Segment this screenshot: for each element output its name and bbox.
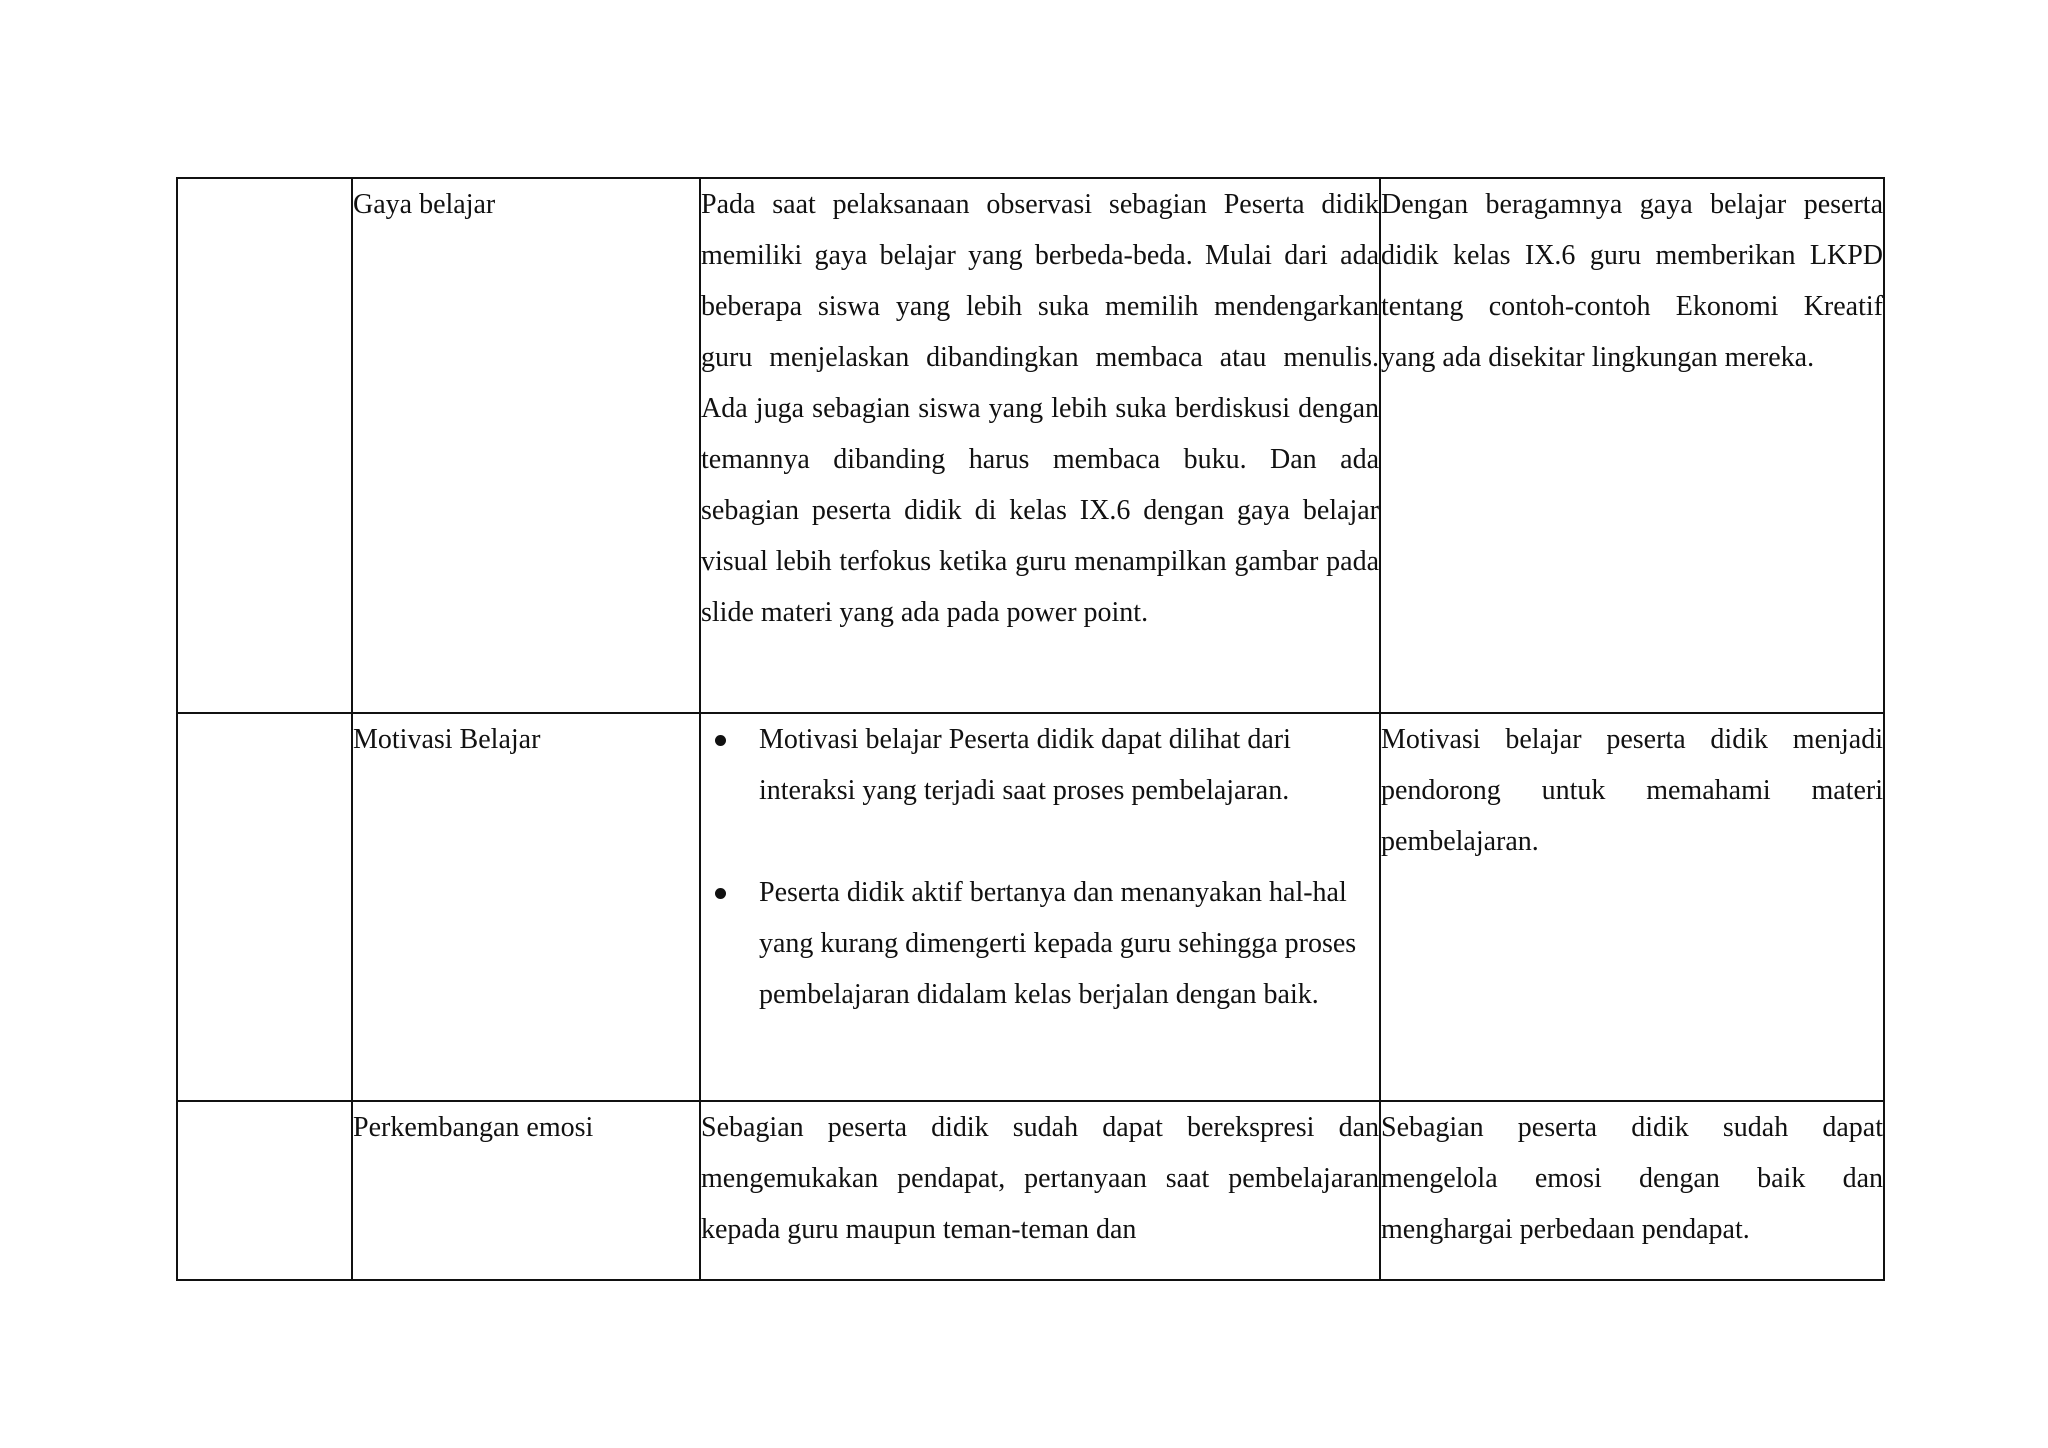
observation-bullet-list [701, 714, 1379, 1020]
aspect-cell: Perkembangan emosi [352, 1101, 700, 1280]
aspect-cell: Gaya belajar [352, 178, 700, 713]
table-row [177, 1101, 1884, 1280]
implication-cell: Dengan beragamnya gaya belajar peserta didik kelas IX.6 guru memberikan LKPD tentang contoh-contoh Ekonomi Kreatif yang ada disekitar lingkungan mereka. [1380, 178, 1884, 713]
bullet-text: Peserta didik aktif bertanya dan menanyakan hal-hal yang kurang dimengerti kepada guru sehingga proses pembelajaran didalam kelas berjalan dengan baik. [759, 877, 1357, 1010]
observation-table [176, 177, 1885, 1281]
observation-cell [700, 713, 1380, 1101]
row-number-cell [177, 1101, 352, 1280]
bullet-icon [715, 888, 726, 899]
list-item [713, 867, 1371, 1020]
table-row [177, 713, 1884, 1101]
observation-cell: Sebagian peserta didik sudah dapat berekspresi dan mengemukakan pendapat, pertanyaan saat pembelajaran kepada guru maupun teman-teman dan [700, 1101, 1380, 1280]
observation-cell: Pada saat pelaksanaan observasi sebagian Peserta didik memiliki gaya belajar yang berbeda-beda. Mulai dari ada beberapa siswa yang lebih suka memilih mendengarkan guru menjelaskan dibandingkan membaca atau menulis. Ada juga sebagian siswa yang lebih suka berdiskusi dengan temannya dibanding harus membaca buku. Dan ada sebagian peserta didik di kelas IX.6 dengan gaya belajar visual lebih terfokus ketika guru menampilkan gambar pada slide materi yang ada pada power point. [700, 178, 1380, 713]
row-number-cell [177, 713, 352, 1101]
bullet-icon [715, 735, 726, 746]
table-row [177, 178, 1884, 713]
row-number-cell [177, 178, 352, 713]
bullet-text: Motivasi belajar Peserta didik dapat dilihat dari interaksi yang terjadi saat proses pembelajaran. [759, 724, 1291, 806]
aspect-cell: Motivasi Belajar [352, 713, 700, 1101]
list-item [713, 714, 1371, 816]
implication-cell: Motivasi belajar peserta didik menjadi pendorong untuk memahami materi pembelajaran. [1380, 713, 1884, 1101]
implication-cell: Sebagian peserta didik sudah dapat mengelola emosi dengan baik dan menghargai perbedaan pendapat. [1380, 1101, 1884, 1280]
